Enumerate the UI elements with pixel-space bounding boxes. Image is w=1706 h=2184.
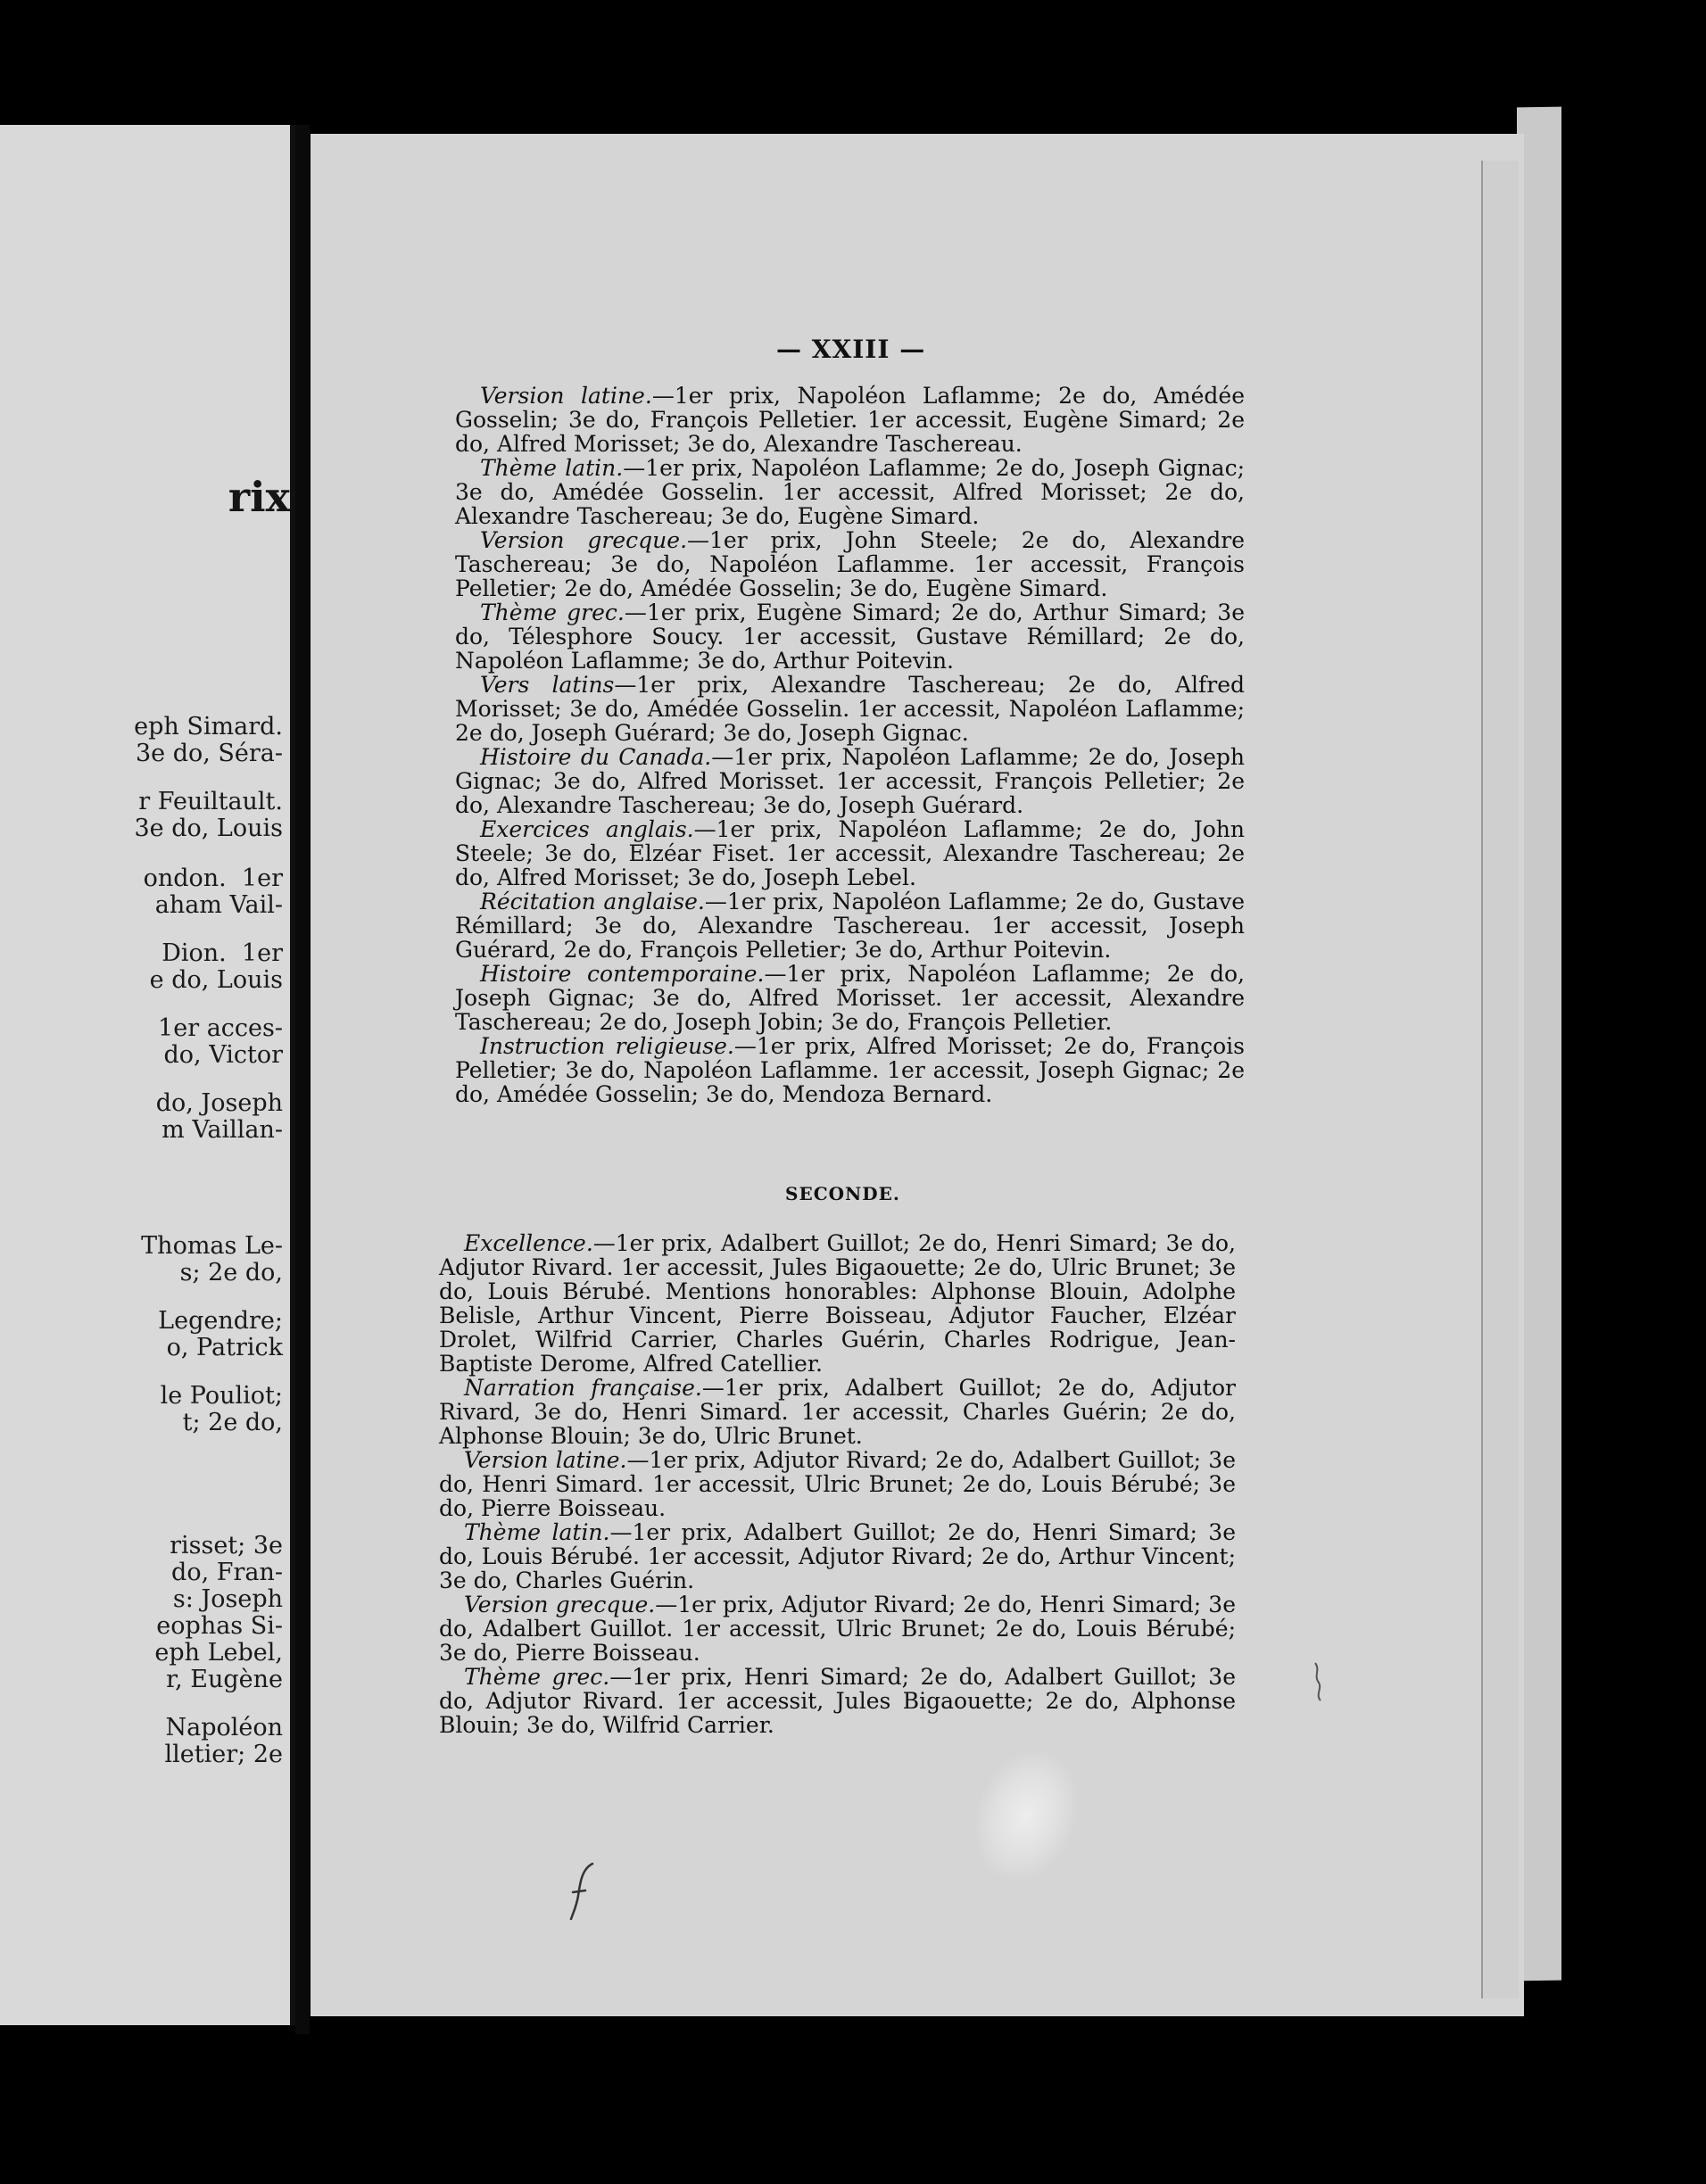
prize-entry [455,1034,1245,1106]
subject-label: Thème grec. [480,600,625,625]
prize-entry [439,1231,1236,1376]
left-text-fragment: e do, Louis [149,966,283,994]
prize-entry [455,456,1245,528]
subject-label: Version latine. [480,383,652,409]
left-text-fragment: 3e do, Séra- [135,740,283,767]
prize-text: —1er prix, Napoléon Laflamme; 2e do, Joseph Gignac; 3e do, Alfred Morisset. 1er accessit, Alexandre Taschereau; 2e do, Joseph Jobin; 3e do, François Pelletier. [455,961,1246,1035]
left-text-fragment: eph Simard. [134,713,283,740]
left-text-fragment: t; 2e do, [182,1409,283,1436]
subject-label: Histoire contemporaine. [480,961,765,987]
prize-entry [455,962,1245,1034]
prize-text: —1er prix, Napoléon Laflamme; 2e do, Amédée Gosselin; 3e do, François Pelletier. 1er accessit, Eugène Simard; 2e do, Alfred Morisset; 3e do, Alexandre Taschereau. [455,383,1246,457]
prize-entry [455,384,1245,456]
page-number: — XXIII — [776,335,926,364]
subject-label: Thème grec. [464,1664,610,1690]
left-text-fragment: le Pouliot; [160,1382,283,1410]
pen-mark [566,1860,601,1923]
prize-text: —1er prix, Napoléon Laflamme; 2e do, Gustave Rémillard; 3e do, Alexandre Taschereau. 1er accessit, Joseph Guérard, 2e do, François Pelletier; 3e do, Arthur Poitevin. [455,889,1246,963]
prize-entry [455,889,1245,962]
prize-entry [439,1376,1236,1448]
left-page [0,125,295,2025]
subject-label: Instruction religieuse. [480,1033,734,1059]
prize-list-rhetorique [455,384,1245,1106]
prize-text: —1er prix, Henri Simard; 2e do, Adalbert Guillot; 3e do, Adjutor Rivard. 1er accessit, Jules Bigaouette; 2e do, Alphonse Blouin; 3e do, Wilfrid Carrier. [439,1664,1237,1738]
prize-text: —1er prix, Adjutor Rivard; 2e do, Henri Simard; 3e do, Adalbert Guillot. 1er accessit, Ulric Brunet; 2e do, Louis Bérubé; 3e do, Pierre Boisseau. [439,1592,1236,1666]
left-text-fragment: Napoléon [165,1714,283,1741]
left-text-fragment: 1er acces- [158,1014,283,1042]
left-text-fragment: Dion. 1er [161,939,283,967]
left-text-fragment: eophas Si- [156,1612,283,1640]
prize-entry [455,600,1245,673]
prize-entry [439,1665,1236,1737]
subject-label: Version grecque. [480,527,688,553]
prize-entry [439,1592,1236,1665]
prize-text: —1er prix, Adalbert Guillot; 2e do, Henri Simard; 3e do, Louis Bérubé. 1er accessit, Adjutor Rivard; 2e do, Arthur Vincent; 3e do, Charles Guérin. [439,1519,1236,1593]
prize-entry [439,1448,1236,1520]
left-text-fragment: Thomas Le- [141,1232,283,1260]
prize-text: —1er prix, Adjutor Rivard; 2e do, Adalbert Guillot; 3e do, Henri Simard. 1er accessit, Ulric Brunet; 2e do, Louis Bérubé; 3e do, Pierre Boisseau. [439,1447,1237,1521]
left-text-fragment: m Vaillan- [161,1116,283,1144]
book-gutter [295,125,310,2034]
left-page-heading: rix [228,473,290,521]
left-text-fragment: do, Fran- [171,1559,283,1586]
prize-text: —1er prix, Napoléon Laflamme; 2e do, Joseph Gignac; 3e do, Alfred Morisset. 1er accessit, François Pelletier; 2e do, Alexandre Taschereau; 3e do, Joseph Guérard. [455,744,1245,818]
subject-label: Thème latin. [480,455,624,481]
left-text-fragment: o, Patrick [166,1334,283,1361]
left-text-fragment: 3e do, Louis [134,815,283,842]
margin-mark [1310,1659,1328,1704]
left-text-fragment: ondon. 1er [143,864,283,892]
left-text-fragment: r, Eugène [166,1666,283,1693]
left-text-fragment: lletier; 2e [164,1741,283,1768]
subject-label: Vers latins [480,672,615,698]
prize-text: —1er prix, John Steele; 2e do, Alexandre Taschereau; 3e do, Napoléon Laflamme. 1er accessit, François Pelletier; 2e do, Amédée Gosselin; 3e do, Eugène Simard. [455,527,1245,601]
prize-entry [439,1520,1236,1592]
left-text-fragment: Legendre; [158,1307,283,1335]
prize-entry [455,817,1245,889]
left-text-fragment: aham Vail- [154,891,283,919]
subject-label: Thème latin. [464,1519,610,1545]
left-text-fragment: r Feuiltault. [138,788,283,815]
left-text-fragment: do, Joseph [155,1089,283,1117]
subject-label: Excellence. [464,1230,593,1256]
left-text-fragment: s: Joseph [172,1585,283,1613]
section-heading: SECONDE. [785,1183,900,1204]
prize-text: —1er prix, Napoléon Laflamme; 2e do, Joseph Gignac; 3e do, Amédée Gosselin. 1er accessit, Alfred Morisset; 2e do, Alexandre Taschereau; 3e do, Eugène Simard. [455,455,1246,529]
prize-text: —1er prix, Adalbert Guillot; 2e do, Henri Simard; 3e do, Adjutor Rivard. 1er accessit, Jules Bigaouette; 2e do, Ulric Brunet; 3e do, Louis Bérubé. Mentions honorables: Alphonse Blouin, Adolphe Belisle, Arthur Vincent, Pierre Boisseau, Adjutor Faucher, Elzéar Drolet, Wilfrid Carrier, Charles Guérin, Charles Rodrigue, Jean-Baptiste Derome, Alfred Catellier. [439,1230,1236,1377]
subject-label: Narration française. [464,1375,702,1401]
subject-label: Version latine. [464,1447,627,1473]
page-edge [1481,161,1519,1998]
subject-label: Version grecque. [464,1592,656,1617]
prize-entry [455,673,1245,745]
prize-text: —1er prix, Alfred Morisset; 2e do, François Pelletier; 3e do, Napoléon Laflamme. 1er accessit, Joseph Gignac; 2e do, Amédée Gosselin; 3e do, Mendoza Bernard. [455,1033,1246,1107]
prize-entry [455,745,1245,817]
left-text-fragment: eph Lebel, [154,1639,283,1667]
left-text-fragment: s; 2e do, [179,1259,283,1286]
left-text-fragment: risset; 3e [170,1532,283,1559]
subject-label: Récitation anglaise. [480,889,705,914]
subject-label: Exercices anglais. [480,816,694,842]
prize-list-seconde [439,1231,1236,1737]
prize-text: —1er prix, Adalbert Guillot; 2e do, Adjutor Rivard, 3e do, Henri Simard. 1er accessit, Charles Guérin; 2e do, Alphonse Blouin; 3e do, Ulric Brunet. [439,1375,1236,1449]
left-text-fragment: do, Victor [163,1041,283,1069]
prize-text: —1er prix, Napoléon Laflamme; 2e do, John Steele; 3e do, Elzéar Fiset. 1er accessit, Alexandre Taschereau; 2e do, Alfred Morisset; 3e do, Joseph Lebel. [455,816,1245,890]
prize-entry [455,528,1245,600]
prize-text: —1er prix, Eugène Simard; 2e do, Arthur Simard; 3e do, Télesphore Soucy. 1er accessit, Gustave Rémillard; 2e do, Napoléon Laflamme; 3e do, Arthur Poitevin. [455,600,1246,674]
subject-label: Histoire du Canada. [480,744,712,770]
prize-text: —1er prix, Alexandre Taschereau; 2e do, Alfred Morisset; 3e do, Amédée Gosselin. 1er accessit, Napoléon Laflamme; 2e do, Joseph Guérard; 3e do, Joseph Gignac. [455,672,1245,746]
